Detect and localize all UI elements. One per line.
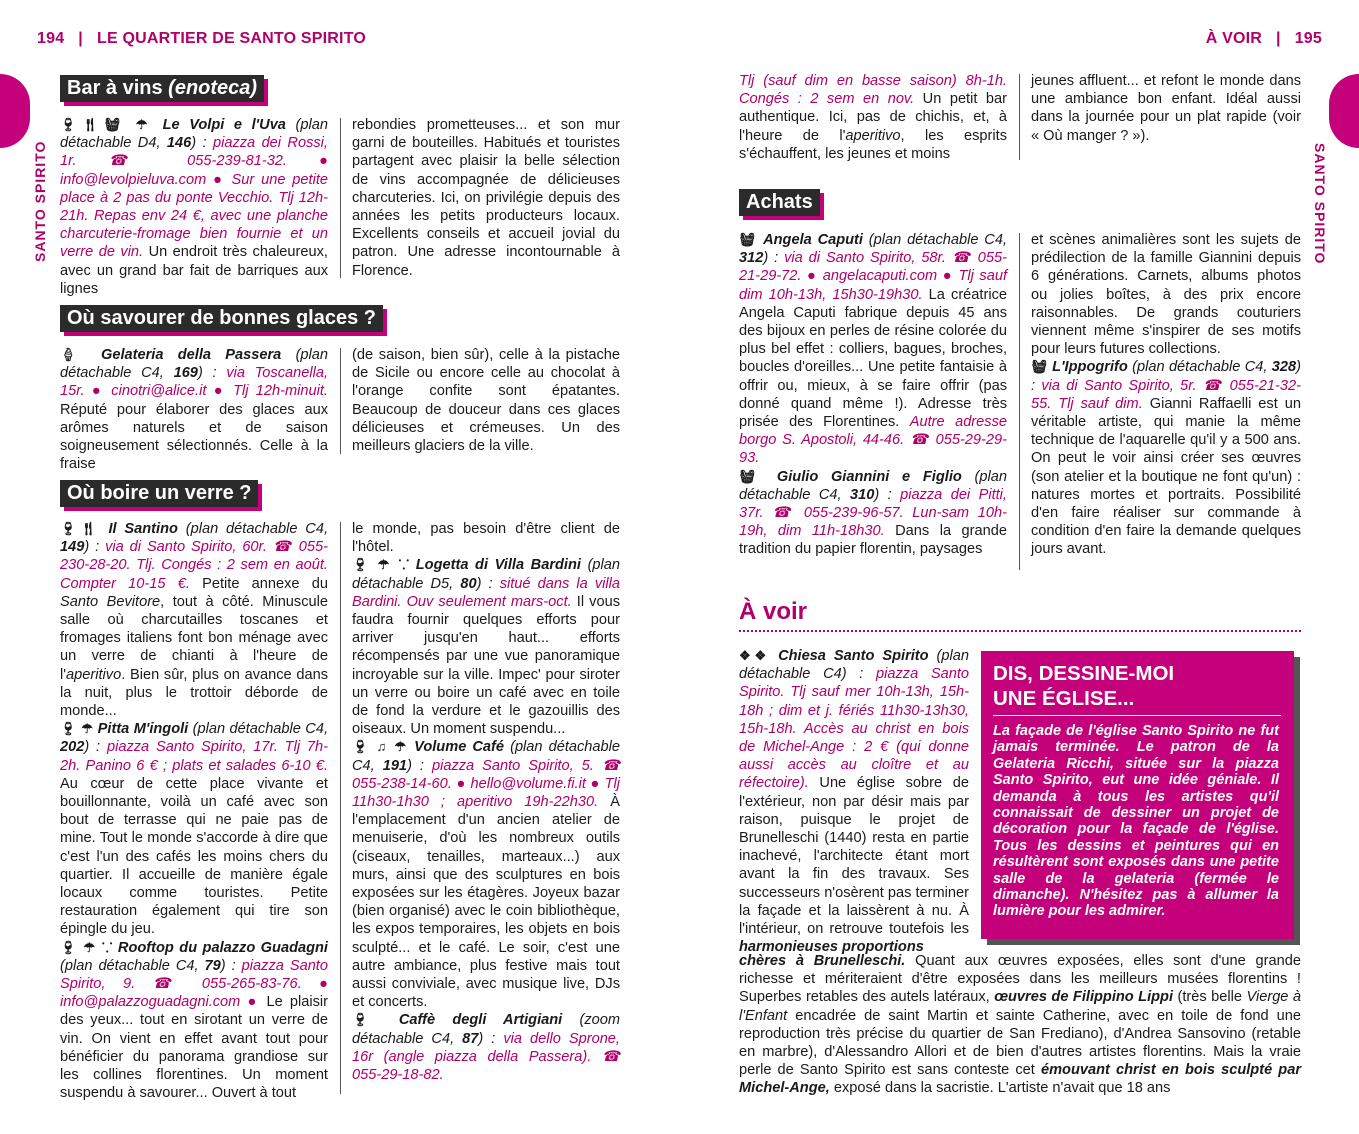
basket-icon: 🧺︎ bbox=[739, 232, 758, 247]
wine-glass-icon: 🍷︎ bbox=[60, 117, 83, 132]
column-chiesa bbox=[739, 647, 969, 956]
box-title-line2: UNE ÉGLISE... bbox=[993, 687, 1135, 710]
column-divider bbox=[1019, 233, 1020, 570]
thumb-tab-left bbox=[0, 74, 30, 148]
panorama-icon: ⸪ bbox=[398, 557, 410, 573]
section-running-title: À VOIR bbox=[1205, 30, 1263, 47]
section-bar-a-vins bbox=[60, 75, 264, 102]
panorama-icon: ⸪ bbox=[101, 939, 113, 955]
column-divider bbox=[1019, 74, 1020, 160]
column-boire-1 bbox=[60, 520, 328, 1103]
section-glaces bbox=[60, 305, 383, 332]
separator: | bbox=[1276, 30, 1281, 47]
fork-icon: 🍴︎ bbox=[80, 521, 101, 536]
column-boire-2: le monde, pas besoin d'être client de l'hôtel. 🍷︎ ☂︎ ⸪ Logetta di Villa Bardini (plan détachable D5, 80) : situé dans la villa Bardini. Ouv seulement mars-oct. Il vous faudra fournir quelques efforts pour arriver jusqu'en haut... efforts récompensés par une vue panoramique incroyable sur la ville. Impec' pour siroter un verre ou boire un café avec en toile de fond la verdure et le gazouillis des oiseaux. Un moment suspendu... 🍷︎ ♫ ☂︎ Volume Café (plan détachable C4, 191) : piazza Santo Spirito, 5. ☎ 055-238-14-60. ● hello@volume.fi.it ● Tlj 11h30-1h30 ; aperitivo 19h-22h30. À l'emplacement d'un ancien atelier de menuiserie, d'où les nombreux outils (ciseaux, tenailles, marteaux...) aux murs, ainsi que des sculptures en bois exposées sur les étagères. Joyeux bazar (bien organisé) avec le coin bibliothèque, les expos temporaires, les objets en bois sculpté... et le café. Le soir, c'est une autre ambiance, plus festive mais tout aussi conviviale, avec musique live, DJs et concerts. 🍷︎ Caffè degli Artigiani (zoom détachable C4, 87) : via dello Sprone, 16r (angle piazza della Passera). ☎ 055-29-18-82. bbox=[352, 521, 621, 1084]
sidebar-box-eglise bbox=[981, 651, 1294, 939]
box-title bbox=[993, 661, 1174, 711]
section-title: Achats bbox=[746, 191, 813, 213]
parasol-icon: ☂︎ bbox=[81, 721, 94, 737]
section-title-italic: (enoteca) bbox=[168, 77, 258, 99]
parasol-icon: ☂︎ bbox=[377, 557, 392, 573]
separator: | bbox=[78, 30, 83, 47]
section-achats bbox=[739, 189, 820, 216]
entry-angela-caputi: 🧺︎ Angela Caputi (plan détachable C4, 312) : via di Santo Spirito, 58r. ☎ 055-21-29-72. ● angelacaputi.com ● Tlj sauf dim 10h-13h, 15h30-19h30. La créatrice Angela Caputi fabrique depuis 45 ans des bijoux en perles de résine colorée du plus bel effet : colliers, bagues, broches, boucles d'oreilles... Une petite fantaisie à offrir ou, mieux, à se faire offrir (pas donné quand même !). Adresse très prisée des Florentines. Autre adresse borgo S. Apostoli, 44-46. ☎ 055-29-29-93. bbox=[739, 232, 1007, 467]
music-icon: ♫ bbox=[376, 739, 389, 755]
running-head-left bbox=[37, 30, 366, 48]
entry-le-volpi: 🍷︎🍴︎🧺︎ ☂︎ Le Volpi e l'Uva (plan détachable D4, 146) : piazza dei Rossi, 1r. ☎ 055-239-81-32. ● info@levolpieluva.com ● Sur une petite place à 2 pas du ponte Vecchio. Tlj 12h-21h. Repas env 24 €, avec une planche charcuterie-fromage bien fournie et un verre de vin. Un endroit très chaleureux, avec un grand bar fait de barriques aux lignes bbox=[60, 117, 328, 297]
box-title-line1: DIS, DESSINE-MOI bbox=[993, 662, 1175, 685]
column-divider bbox=[340, 348, 341, 454]
parasol-icon: ☂︎ bbox=[135, 117, 153, 132]
wine-glass-icon: 🍷︎ bbox=[352, 1012, 382, 1028]
wine-glass-icon: 🍷︎ bbox=[60, 939, 78, 955]
wine-glass-icon: 🍷︎ bbox=[352, 557, 372, 573]
section-title: Où savourer de bonnes glaces ? bbox=[67, 307, 376, 329]
wine-glass-icon: 🍷︎ bbox=[352, 739, 371, 755]
entry-logetta-bardini: 🍷︎ ☂︎ ⸪ Logetta di Villa Bardini (plan détachable D5, 80) : situé dans la villa Bardini. Ouv seulement mars-oct. Il vous faudra fournir quelques efforts pour arriver jusqu'en haut... efforts récompensés par une vue panoramique incroyable sur la ville. Impec' pour siroter un verre ou boire un café avec en toile de fond la verdure et le gazouillis des oiseaux. Un moment suspendu... bbox=[352, 557, 621, 738]
basket-icon: 🧺︎ bbox=[104, 117, 127, 132]
section-title: Bar à vins bbox=[67, 77, 169, 99]
monument-icon: ❖❖ bbox=[739, 648, 771, 663]
box-body: La façade de l'église Santo Spirito ne fut jamais terminée. Le patron de la Gelateria Ricchi, située sur la piazza Santo Spirito, eut une idée géniale. Il demanda à tous les artistes qu'il connaissait de dessiner un projet de décoration pour la façade de l'église. Tous les dessins et peintures qui en résultèrent sont exposés dans une petite salle de la gelateria (fermée le dimanche). N'hésitez pas à allumer la lumière pour les admirer. bbox=[993, 723, 1279, 920]
column-top-right-2: jeunes affluent... et refont le monde dans une ambiance bon enfant. Idéal aussi dans la journée pour un plat rapide (voir « Où manger ? »). bbox=[1031, 73, 1301, 144]
running-head-right bbox=[1206, 30, 1322, 48]
entry-giulio-giannini: 🧺︎ Giulio Giannini e Figlio (plan détachable C4, 310) : piazza dei Pitti, 37r. ☎ 055-239-96-57. Lun-sam 10h-19h, dim 11h-18h30. Dans la grande tradition du papier florentin, paysages bbox=[739, 468, 1007, 558]
column-top-right-1: Tlj (sauf dim en basse saison) 8h-1h. Congés : 2 sem en nov. Un petit bar authentique. Ici, pas de chichis, et, à l'heure de l'aperitivo, les esprits s'échauffent, les jeunes et moins bbox=[739, 73, 1007, 162]
chapter-title: LE QUARTIER DE SANTO SPIRITO bbox=[96, 30, 367, 47]
column-achats-2: et scènes animalières sont les sujets de prédilection de la famille Giannini depuis 6 générations. Carnets, albums photos ou jolies boîtes, à des prix encore raisonnables. De grands couturiers viennent même s'inspirer de ses motifs pour leurs futures collections. 🧺︎ L'Ippogrifo (plan détachable C4, 328) : via di Santo Spirito, 5r. ☎ 055-21-32-55. Tlj sauf dim. Gianni Raffaelli est un véritable artiste, qui manie la même technique de l'aquarelle qu'il y a 500 ans. On peut le voir ainsi créer ses œuvres (son atelier et la boutique ne font qu'un) : natures mortes et portraits. Possibilité d'en faire réaliser sur commande à condition d'en faire la demande quelques jours avant. bbox=[1031, 232, 1301, 558]
page-number-right: 195 bbox=[1294, 30, 1322, 47]
side-label-right: SANTO SPIRITO bbox=[1312, 143, 1328, 265]
entry-volume-cafe: 🍷︎ ♫ ☂︎ Volume Café (plan détachable C4, 191) : piazza Santo Spirito, 5. ☎ 055-238-14-60. ● hello@volume.fi.it ● Tlj 11h30-1h30 ; aperitivo 19h-22h30. À l'emplacement d'un ancien atelier de menuiserie, d'où les nombreux outils (ciseaux, tenailles, marteaux...) aux murs, ainsi que des sculptures en bois exposées sur les étagères. Joyeux bazar (bien organisé) avec le coin bibliothèque, les expos temporaires, les objets en bois sculpté... et le café. Le soir, c'est une autre ambiance, plus festive mais tout aussi conviviale, avec musique live, DJs et concerts. bbox=[352, 739, 621, 1011]
wine-glass-icon: 🍷︎ bbox=[60, 521, 81, 536]
page-number-left: 194 bbox=[37, 30, 65, 47]
column-bar-a-vins-2: rebondies prometteuses... et son mur garni de bouteilles. Habitués et touristes partagent avec plaisir la belle sélection de vins accompagnée de délicieuses charcuteries. Ici, on privilégie depuis des années les petits producteurs locaux. Excellents conseils et accueil jovial du patron. Une adresse incontournable à Florence. bbox=[352, 117, 620, 279]
entry-ippogrifo: 🧺︎ L'Ippogrifo (plan détachable C4, 328) : via di Santo Spirito, 5r. ☎ 055-21-32-55. Tlj sauf dim. Gianni Raffaelli est un véritable artiste, qui manie la même technique de l'aquarelle qu'il y a 500 ans. On peut le voir ainsi créer ses œuvres (son atelier et la boutique ne font qu'un) : natures mortes et portraits. Possibilité d'en faire réaliser sur commande à condition d'en faire la demande quelques jours avant. bbox=[1031, 359, 1301, 558]
basket-icon: 🧺︎ bbox=[1031, 359, 1048, 375]
entry-pitta-mingoli: 🍷︎ ☂︎ Pitta M'ingoli (plan détachable C4, 202) : piazza Santo Spirito, 17r. Tlj 7h-2h. Panino 6 € ; plats et salades 6-10 €. Au cœur de cette place vivante et bouillonnante, voilà un café avec son bout de terrasse qui ne paie pas de mine. Tout le monde s'accorde à dire que c'est l'un des cafés les moins chers du quartier. Il accueille de manière égale locaux comme touristes. Petite restauration également qui tire son épingle du jeu. bbox=[60, 721, 329, 938]
parasol-icon: ☂︎ bbox=[394, 739, 409, 755]
column-chiesa-full: chères à Brunelleschi. Quant aux œuvres exposées, elles sont d'une grande richesse et mériteraient d'être exposées dans les meilleurs musées florentins ! Superbes retables des autels latéraux, œuvres de Filippino Lippi (très belle Vierge à l'Enfant encadrée de saint Martin et sainte Catherine, avec en toile de fond une reproduction très précise du quartier de San Frediano), d'Andrea Sansovino (retable en marbre), d'Alessandro Allori et de bien d'autres artistes florentins. Mais la vraie perle de Santo Spirito est sans conteste cet émouvant christ en bois sculpté par Michel-Ange, exposé dans la sacristie. L'artiste n'avait que 18 ans bbox=[739, 953, 1302, 1097]
entry-chiesa-santo-spirito: ❖❖ Chiesa Santo Spirito (plan détachable C4) : piazza Santo Spirito. Tlj sauf mer 10h-13h, 15h-18h ; dim et j. fériés 11h30-13h30, 15h-18h. Accès au christ en bois de Michel-Ange : 2 € (qui donne aussi accès au cloître et au réfectoire). Une église sobre de l'extérieur, non par désir mais par raison, puisque le projet de Brunelleschi (1440) resta en partie inachevé, l'architecte étant mort avant la fin des travaux. Ses successeurs n'osèrent pas terminer la façade et la laissèrent à nu. À l'intérieur, on retrouve toutefois les harmonieuses proportions bbox=[739, 648, 969, 956]
basket-icon: 🧺︎ bbox=[739, 468, 765, 484]
column-bar-a-vins-1 bbox=[60, 116, 328, 298]
box-rule bbox=[993, 715, 1281, 716]
parasol-icon: ☂︎ bbox=[83, 939, 97, 955]
wine-glass-icon: 🍷︎ bbox=[60, 721, 77, 737]
column-glaces-2: (de saison, bien sûr), celle à la pistache de Sicile ou encore celle au chocolat à l'orange confite sont épatantes. Beaucoup de douceur dans ces glaces délicieuses et crémeuses. Un des meilleurs glaciers de la ville. bbox=[352, 347, 620, 455]
column-glaces-1 bbox=[60, 346, 328, 473]
entry-rooftop-guadagni: 🍷︎ ☂︎ ⸪ Rooftop du palazzo Guadagni (plan détachable C4, 79) : piazza Santo Spirito, 9. ☎ 055-265-83-76. ● info@palazzoguadagni.com ● Le plaisir des yeux... tout en sirotant un verre de vin. On vient en effet avant tout pour bénéficier du panorama grandiose sur les collines florentines. Un moment suspendu à savourer... Ouvert à tout bbox=[60, 939, 328, 1102]
section-title: Où boire un verre ? bbox=[67, 482, 252, 504]
fork-icon: 🍴︎ bbox=[82, 117, 105, 132]
side-label-left: SANTO SPIRITO bbox=[32, 140, 48, 262]
column-divider bbox=[340, 118, 341, 278]
section-a-voir-title: À voir bbox=[739, 598, 808, 625]
thumb-tab-right bbox=[1329, 74, 1359, 148]
icecream-icon: 🍦︎ bbox=[60, 347, 87, 362]
column-achats-1 bbox=[739, 231, 1007, 559]
entry-gelateria-passera: 🍦︎ Gelateria della Passera (plan détachable C4, 169) : via Toscanella, 15r. ● cinotri@alice.it ● Tlj 12h-minuit. Réputé pour élaborer des glaces aux arômes naturels et de saison soigneusement sélectionnés. Celle à la fraise bbox=[60, 347, 329, 473]
entry-caffe-artigiani: 🍷︎ Caffè degli Artigiani (zoom détachable C4, 87) : via dello Sprone, 16r (angle piazza della Passera). ☎ 055-29-18-82. bbox=[352, 1012, 620, 1084]
column-divider bbox=[340, 522, 341, 1094]
section-boire bbox=[60, 480, 258, 507]
entry-il-santino: 🍷︎🍴︎ Il Santino (plan détachable C4, 149) : via di Santo Spirito, 60r. ☎ 055-230-28-20. Tlj. Congés : 2 sem en août. Compter 10-15 €. Petite annexe du Santo Bevitore, tout à côté. Minuscule salle où charcutailles toscanes et fromages italiens font bon ménage avec un verre de chianti à l'heure de l'aperitivo. Bien sûr, plus on avance dans la nuit, plus le trottoir déborde de monde... bbox=[60, 521, 328, 720]
dotted-rule bbox=[739, 630, 1301, 632]
